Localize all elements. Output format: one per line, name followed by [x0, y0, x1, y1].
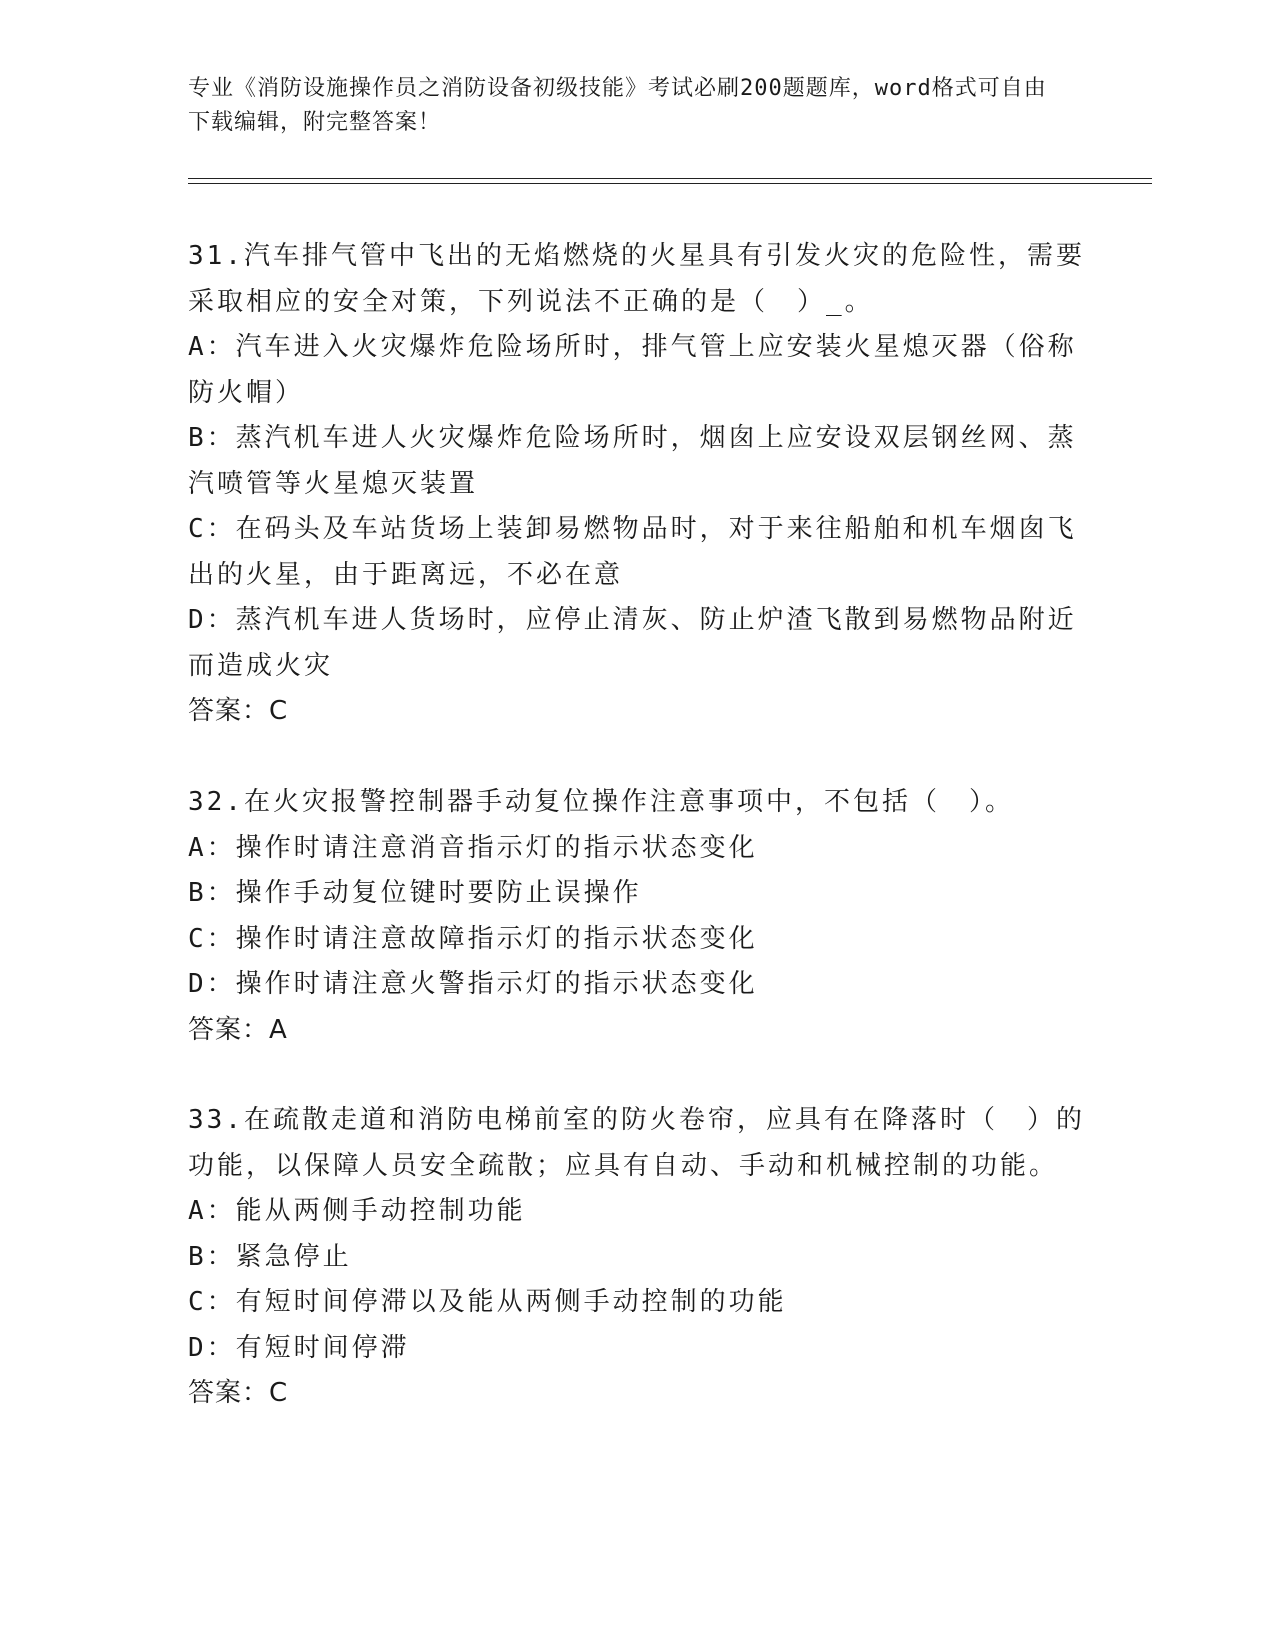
answer: 答案：A — [188, 1014, 288, 1045]
question-31 — [188, 234, 1088, 735]
option-d: D：有短时间停滞 — [188, 1332, 410, 1363]
option-a: A：能从两侧手动控制功能 — [188, 1196, 526, 1226]
question-stem: 33.在疏散走道和消防电梯前室的防火卷帘，应具有在降落时（ ）的功能，以保障人员安全疏散；应具有自动、手动和机械控制的功能。 — [188, 1105, 1085, 1181]
option-b: B：操作手动复位键时要防止误操作 — [188, 878, 642, 908]
answer: 答案：C — [188, 1378, 289, 1408]
question-32 — [188, 780, 1088, 1053]
option-b: B：紧急停止 — [188, 1241, 352, 1272]
header-divider-top — [188, 178, 1152, 179]
option-c: C：在码头及车站货场上装卸易燃物品时，对于来往船舶和机车烟囱飞出的火星，由于距离远，不必在意 — [188, 514, 1077, 590]
answer: 答案：C — [188, 696, 289, 726]
question-33 — [188, 1098, 1088, 1417]
option-c: C：有短时间停滞以及能从两侧手动控制的功能 — [188, 1287, 787, 1317]
option-c: C：操作时请注意故障指示灯的指示状态变化 — [188, 923, 758, 954]
document-header — [188, 72, 1068, 140]
option-b: B：蒸汽机车进人火灾爆炸危险场所时，烟囱上应安设双层钢丝网、蒸汽喷管等火星熄灭装置 — [188, 423, 1077, 499]
option-a: A：操作时请注意消音指示灯的指示状态变化 — [188, 832, 758, 863]
header-title: 专业《消防设施操作员之消防设备初级技能》考试必刷200题题库，word格式可自由下载编辑，附完整答案！ — [188, 76, 1047, 135]
option-d: D：蒸汽机车进人货场时，应停止清灰、防止炉渣飞散到易燃物品附近而造成火灾 — [188, 605, 1077, 681]
question-stem: 32.在火灾报警控制器手动复位操作注意事项中，不包括（ ）。 — [188, 787, 1014, 817]
question-stem: 31.汽车排气管中飞出的无焰燃烧的火星具有引发火灾的危险性，需要采取相应的安全对策，下列说法不正确的是（ ）_。 — [188, 241, 1085, 317]
option-a: A：汽车进入火灾爆炸危险场所时，排气管上应安装火星熄灭器（俗称防火帽） — [188, 332, 1077, 408]
option-d: D：操作时请注意火警指示灯的指示状态变化 — [188, 969, 758, 999]
header-divider-bottom — [188, 183, 1152, 184]
